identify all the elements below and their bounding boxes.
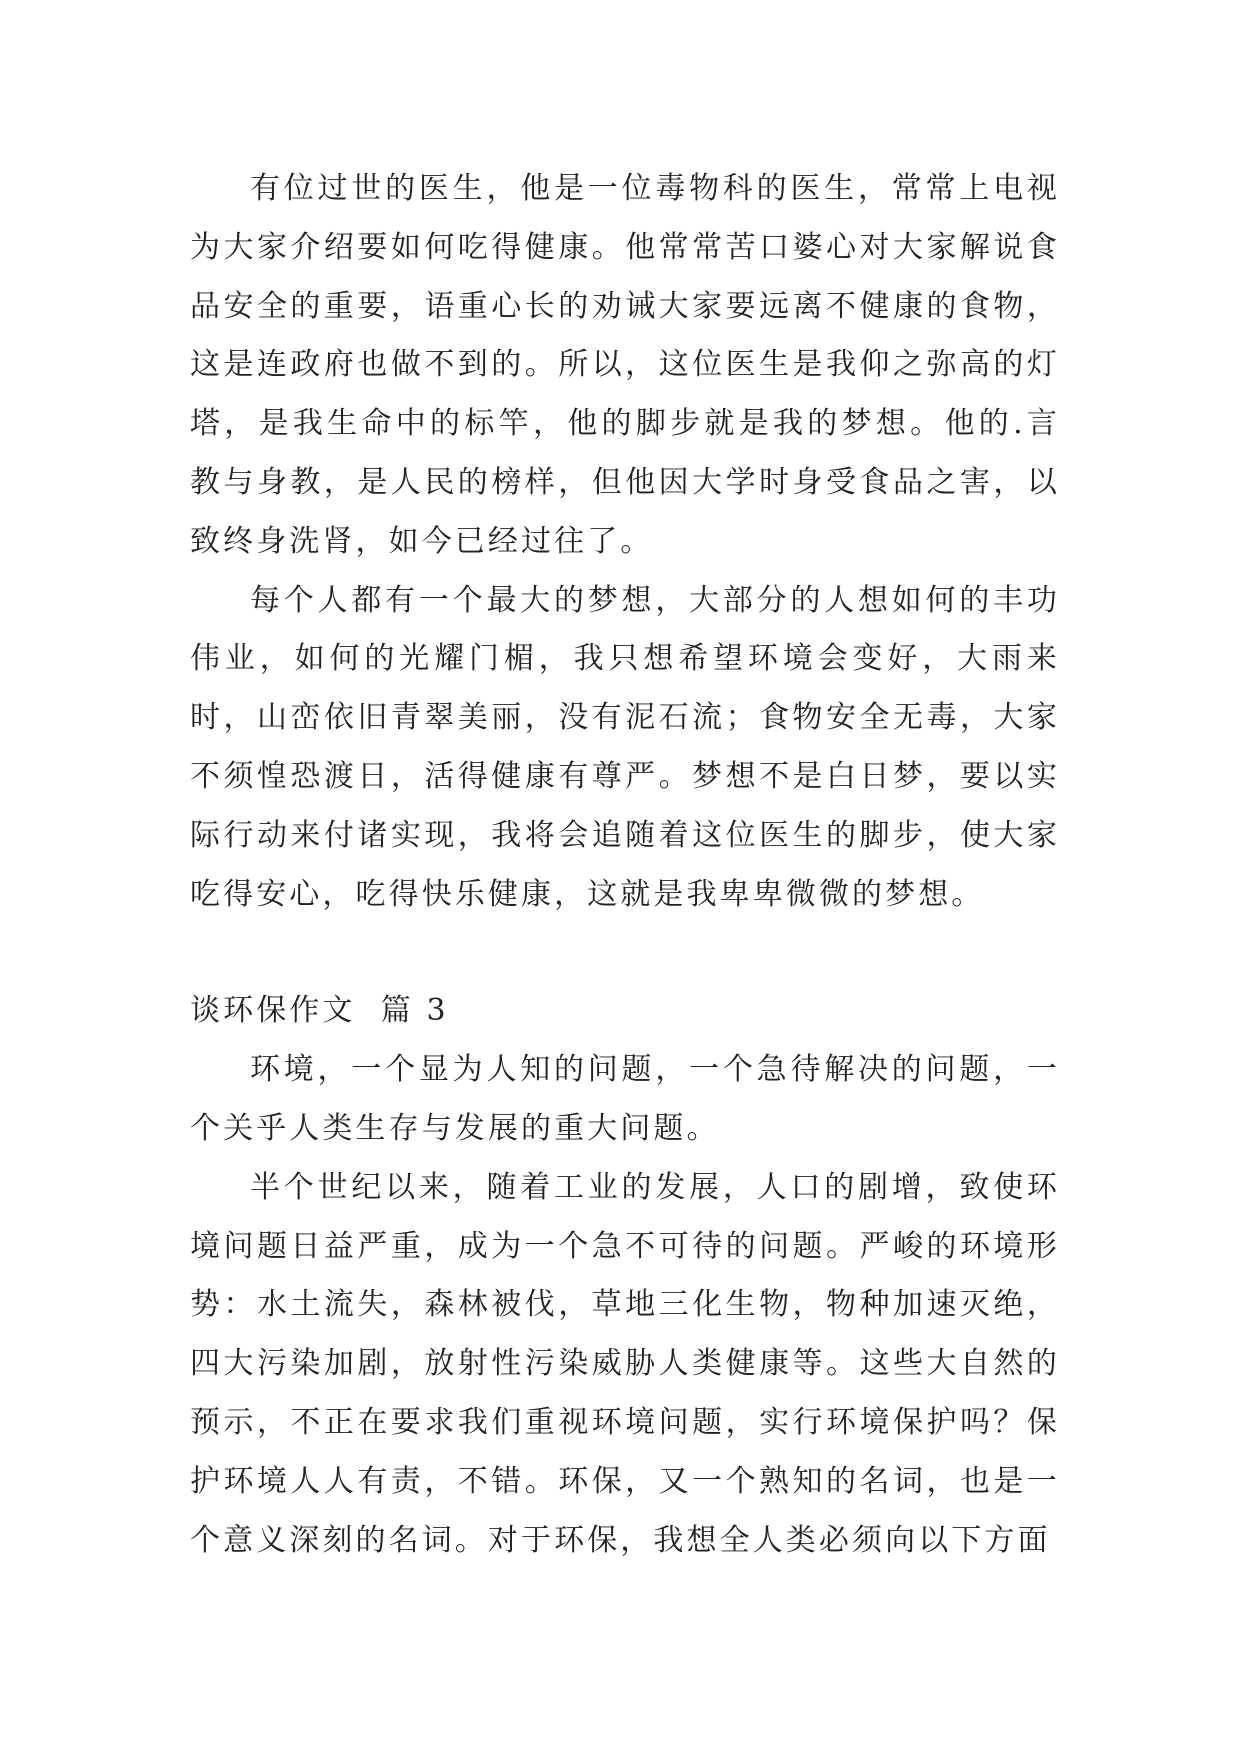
paragraph-environment-problems: 半个世纪以来，随着工业的发展，人口的剧增，致使环境问题日益严重，成为一个急不可待的问题。严峻的环境形势：水土流失，森林被伐，草地三化生物，物种加速灭绝，四大污染加剧，放射性污染威胁人类健康等。这些大自然的预示，不正在要求我们重视环境问题，实行环境保护吗？保护环境人人有责，不错。环保，又一个熟知的名词，也是一个意义深刻的名词。对于环保，我想全人类必须向以下方面 bbox=[190, 1169, 1060, 1558]
section-heading: 谈环保作文 篇 3 bbox=[190, 993, 449, 1029]
paragraph-dream: 每个人都有一个最大的梦想，大部分的人想如何的丰功伟业，如何的光耀门楣，我只想希望环境会变好，大雨来时，山峦依旧青翠美丽，没有泥石流；食物安全无毒，大家不须惶恐渡日，活得健康有尊严。梦想不是白日梦，要以实际行动来付诸实现，我将会追随着这位医生的脚步，使大家吃得安心，吃得快乐健康，这就是我卑卑微微的梦想。 bbox=[190, 582, 1060, 912]
document-body bbox=[190, 160, 1060, 1570]
paragraph-environment-intro: 环境，一个显为人知的问题，一个急待解决的问题，一个关乎人类生存与发展的重大问题。 bbox=[190, 1052, 1060, 1146]
paragraph-doctor-story: 有位过世的医生，他是一位毒物科的医生，常常上电视为大家介绍要如何吃得健康。他常常苦口婆心对大家解说食品安全的重要，语重心长的劝诫大家要远离不健康的食物，这是连政府也做不到的。所以，这位医生是我仰之弥高的灯塔，是我生命中的标竿，他的脚步就是我的梦想。他的.言教与身教，是人民的榜样，但他因大学时身受食品之害，以致终身洗肾，如今已经过往了。 bbox=[190, 171, 1060, 559]
